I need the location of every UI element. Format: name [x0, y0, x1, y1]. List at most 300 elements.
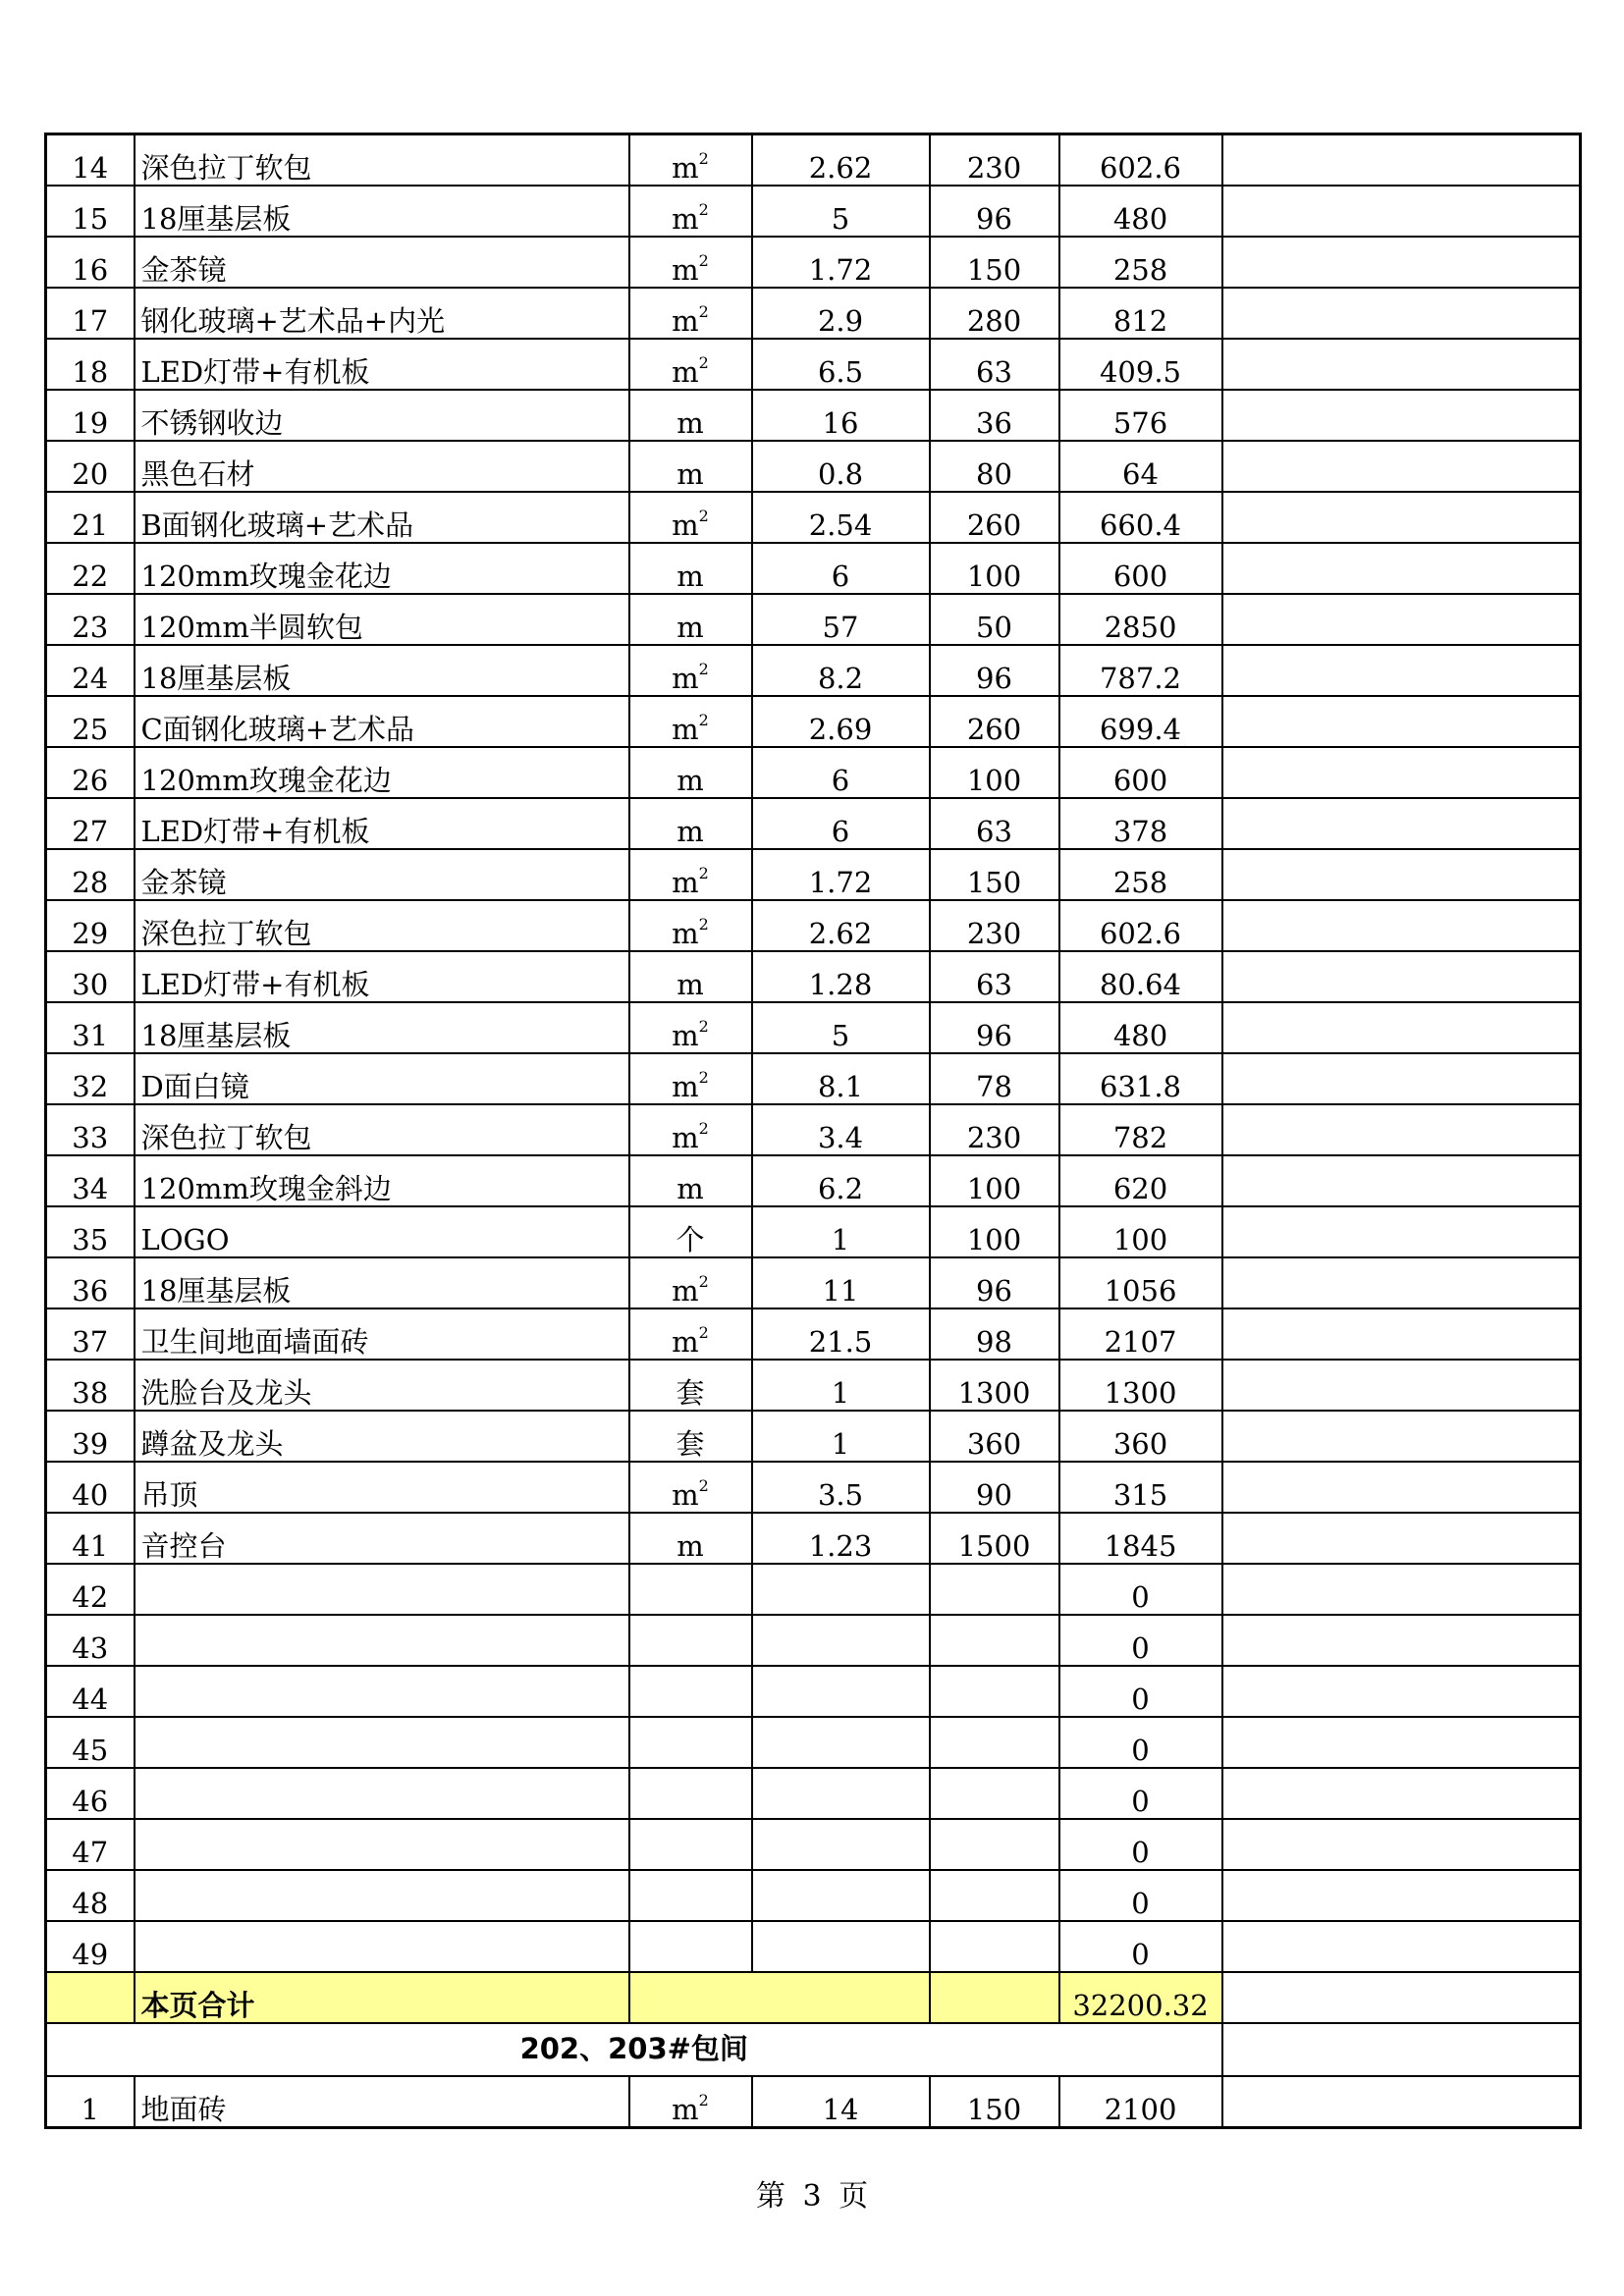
- row-index: 20: [46, 441, 135, 492]
- item-note: [1222, 288, 1581, 339]
- item-total: 480: [1059, 186, 1222, 237]
- item-name: 金茶镜: [135, 237, 629, 288]
- item-total: 0: [1059, 1819, 1222, 1870]
- item-quantity: 8.1: [752, 1053, 930, 1104]
- item-note: [1222, 747, 1581, 798]
- item-total: 602.6: [1059, 134, 1222, 187]
- item-unit-price: 63: [930, 798, 1059, 849]
- item-name: [135, 1768, 629, 1819]
- row-index: 31: [46, 1002, 135, 1053]
- item-unit: [629, 339, 752, 390]
- unit-symbol: 个: [676, 1223, 705, 1256]
- item-note: [1222, 1002, 1581, 1053]
- item-quantity: [752, 1870, 930, 1921]
- subtotal-group: [46, 1972, 1581, 2023]
- item-unit: [629, 849, 752, 900]
- item-name: LED灯带+有机板: [135, 951, 629, 1002]
- item-unit: [629, 951, 752, 1002]
- row-index: 23: [46, 594, 135, 645]
- item-total: 409.5: [1059, 339, 1222, 390]
- item-total: 1845: [1059, 1513, 1222, 1564]
- item-unit: [629, 1921, 752, 1972]
- item-total: 631.8: [1059, 1053, 1222, 1104]
- item-name: D面白镜: [135, 1053, 629, 1104]
- item-unit-price: 36: [930, 390, 1059, 441]
- item-unit-price: 63: [930, 339, 1059, 390]
- item-note: [1222, 186, 1581, 237]
- item-note: [1222, 1104, 1581, 1155]
- item-quantity: 1: [752, 1411, 930, 1462]
- item-note: [1222, 1870, 1581, 1921]
- row-index: 34: [46, 1155, 135, 1206]
- item-total: 576: [1059, 390, 1222, 441]
- item-name: 钢化玻璃+艺术品+内光: [135, 288, 629, 339]
- item-total: 80.64: [1059, 951, 1222, 1002]
- table-row: [46, 951, 1581, 1002]
- row-index: 26: [46, 747, 135, 798]
- item-unit-price: [930, 1870, 1059, 1921]
- item-note: [1222, 594, 1581, 645]
- row-index: 14: [46, 134, 135, 187]
- item-note: [1222, 543, 1581, 594]
- item-quantity: 2.69: [752, 696, 930, 747]
- item-name: C面钢化玻璃+艺术品: [135, 696, 629, 747]
- item-quantity: 6.5: [752, 339, 930, 390]
- subtotal-note-cell: [1222, 1972, 1581, 2023]
- item-unit: [629, 900, 752, 951]
- table-row: [46, 237, 1581, 288]
- table-row: [46, 1666, 1581, 1717]
- subtotal-index-cell: [46, 1972, 135, 2023]
- item-quantity: 1.72: [752, 849, 930, 900]
- row-index: 46: [46, 1768, 135, 1819]
- item-unit-price: 1500: [930, 1513, 1059, 1564]
- item-unit-price: 78: [930, 1053, 1059, 1104]
- item-note: [1222, 1819, 1581, 1870]
- section-header-row: [46, 2023, 1581, 2076]
- item-name: 洗脸台及龙头: [135, 1360, 629, 1411]
- item-note: [1222, 2076, 1581, 2128]
- unit-exponent: 2: [698, 1323, 709, 1342]
- unit-exponent: 2: [698, 200, 709, 219]
- item-unit: [629, 1462, 752, 1513]
- item-total: 360: [1059, 1411, 1222, 1462]
- unit-exponent: 2: [698, 251, 709, 270]
- item-quantity: 3.5: [752, 1462, 930, 1513]
- item-total: 0: [1059, 1921, 1222, 1972]
- item-unit: [629, 1104, 752, 1155]
- row-index: 43: [46, 1615, 135, 1666]
- unit-symbol: m: [677, 406, 704, 440]
- item-note: [1222, 1717, 1581, 1768]
- item-total: 378: [1059, 798, 1222, 849]
- unit-exponent: 2: [698, 711, 709, 729]
- item-unit: [629, 645, 752, 696]
- item-unit-price: [930, 1666, 1059, 1717]
- unit-exponent: 2: [698, 915, 709, 934]
- item-name: 蹲盆及龙头: [135, 1411, 629, 1462]
- table-row: [46, 1921, 1581, 1972]
- unit-exponent: 2: [698, 660, 709, 678]
- item-name: 地面砖: [135, 2076, 629, 2128]
- item-unit: [629, 594, 752, 645]
- item-unit-price: 260: [930, 492, 1059, 543]
- item-unit: [629, 1206, 752, 1257]
- item-unit: [629, 1360, 752, 1411]
- unit-symbol: m: [677, 968, 704, 1001]
- table-row: [46, 1768, 1581, 1819]
- unit-exponent: 2: [698, 353, 709, 372]
- row-index: 49: [46, 1921, 135, 1972]
- item-name: [135, 1564, 629, 1615]
- table-row: [46, 1257, 1581, 1308]
- row-index: 1: [46, 2076, 135, 2128]
- item-note: [1222, 1155, 1581, 1206]
- item-unit-price: 96: [930, 645, 1059, 696]
- table-row: [46, 1870, 1581, 1921]
- table-row: [46, 1615, 1581, 1666]
- item-total: 1300: [1059, 1360, 1222, 1411]
- item-unit: [629, 1666, 752, 1717]
- item-unit-price: 96: [930, 1002, 1059, 1053]
- item-name: [135, 1717, 629, 1768]
- unit-symbol: m: [672, 1121, 699, 1154]
- table-row: [46, 186, 1581, 237]
- item-name: LED灯带+有机板: [135, 339, 629, 390]
- unit-exponent: 2: [698, 507, 709, 525]
- table-row: [46, 288, 1581, 339]
- item-note: [1222, 1666, 1581, 1717]
- row-index: 22: [46, 543, 135, 594]
- item-unit-price: [930, 1564, 1059, 1615]
- item-note: [1222, 441, 1581, 492]
- table-row: [46, 543, 1581, 594]
- item-unit-price: 100: [930, 1155, 1059, 1206]
- item-unit: [629, 441, 752, 492]
- item-note: [1222, 1257, 1581, 1308]
- row-index: 47: [46, 1819, 135, 1870]
- item-name: LED灯带+有机板: [135, 798, 629, 849]
- item-unit-price: 150: [930, 2076, 1059, 2128]
- item-quantity: 2.9: [752, 288, 930, 339]
- item-unit-price: 230: [930, 134, 1059, 187]
- item-quantity: 5: [752, 186, 930, 237]
- row-index: 48: [46, 1870, 135, 1921]
- item-total: 64: [1059, 441, 1222, 492]
- unit-symbol: m: [672, 253, 699, 287]
- unit-symbol: m: [672, 662, 699, 695]
- item-name: 音控台: [135, 1513, 629, 1564]
- item-quantity: 0.8: [752, 441, 930, 492]
- item-quantity: [752, 1615, 930, 1666]
- row-index: 37: [46, 1308, 135, 1360]
- item-note: [1222, 1411, 1581, 1462]
- unit-exponent: 2: [698, 2091, 709, 2109]
- item-quantity: [752, 1768, 930, 1819]
- item-unit-price: 50: [930, 594, 1059, 645]
- table-row: [46, 134, 1581, 187]
- item-quantity: 11: [752, 1257, 930, 1308]
- item-quantity: 2.62: [752, 134, 930, 187]
- item-name: [135, 1819, 629, 1870]
- table-row: [46, 1053, 1581, 1104]
- item-quantity: [752, 1717, 930, 1768]
- row-index: 29: [46, 900, 135, 951]
- item-quantity: 3.4: [752, 1104, 930, 1155]
- item-name: 不锈钢收边: [135, 390, 629, 441]
- item-quantity: 6: [752, 747, 930, 798]
- item-name: 18厘基层板: [135, 1002, 629, 1053]
- item-quantity: 1: [752, 1206, 930, 1257]
- item-total: 0: [1059, 1615, 1222, 1666]
- row-index: 33: [46, 1104, 135, 1155]
- item-total: 0: [1059, 1666, 1222, 1717]
- item-unit: [629, 747, 752, 798]
- item-unit-price: 90: [930, 1462, 1059, 1513]
- item-name: 18厘基层板: [135, 645, 629, 696]
- item-quantity: 14: [752, 2076, 930, 2128]
- unit-symbol: m: [672, 508, 699, 542]
- item-total: 258: [1059, 849, 1222, 900]
- item-unit: [629, 798, 752, 849]
- item-note: [1222, 798, 1581, 849]
- table-row: [46, 900, 1581, 951]
- row-index: 45: [46, 1717, 135, 1768]
- unit-symbol: 套: [676, 1427, 705, 1461]
- item-unit-price: [930, 1819, 1059, 1870]
- item-unit: [629, 2076, 752, 2128]
- unit-symbol: m: [672, 1274, 699, 1308]
- item-unit: [629, 134, 752, 187]
- item-note: [1222, 951, 1581, 1002]
- table-row: [46, 594, 1581, 645]
- item-unit: [629, 1870, 752, 1921]
- item-unit-price: 1300: [930, 1360, 1059, 1411]
- item-name: 120mm玫瑰金斜边: [135, 1155, 629, 1206]
- item-quantity: 21.5: [752, 1308, 930, 1360]
- item-note: [1222, 1513, 1581, 1564]
- table-row: [46, 1717, 1581, 1768]
- table-row: [46, 1155, 1581, 1206]
- table-row: [46, 747, 1581, 798]
- row-index: 30: [46, 951, 135, 1002]
- unit-exponent: 2: [698, 1068, 709, 1087]
- item-unit: [629, 1564, 752, 1615]
- item-quantity: 1.72: [752, 237, 930, 288]
- item-name: [135, 1666, 629, 1717]
- item-quantity: 2.54: [752, 492, 930, 543]
- unit-exponent: 2: [698, 1272, 709, 1291]
- row-index: 24: [46, 645, 135, 696]
- table-row: [46, 1564, 1581, 1615]
- item-note: [1222, 1564, 1581, 1615]
- unit-symbol: m: [672, 2093, 699, 2126]
- page-number: 第 3 页: [755, 2179, 869, 2214]
- item-unit: [629, 1257, 752, 1308]
- table-row: [46, 390, 1581, 441]
- item-name: LOGO: [135, 1206, 629, 1257]
- item-name: 金茶镜: [135, 849, 629, 900]
- item-total: 100: [1059, 1206, 1222, 1257]
- item-unit-price: 98: [930, 1308, 1059, 1360]
- item-name: 深色拉丁软包: [135, 134, 629, 187]
- unit-symbol: m: [672, 355, 699, 389]
- item-unit: [629, 1002, 752, 1053]
- row-index: 17: [46, 288, 135, 339]
- item-name: 18厘基层板: [135, 1257, 629, 1308]
- item-unit: [629, 1411, 752, 1462]
- item-total: 812: [1059, 288, 1222, 339]
- row-index: 28: [46, 849, 135, 900]
- unit-symbol: m: [672, 304, 699, 338]
- unit-symbol: m: [677, 457, 704, 491]
- unit-exponent: 2: [698, 149, 709, 168]
- item-note: [1222, 492, 1581, 543]
- table-row: [46, 1513, 1581, 1564]
- item-note: [1222, 849, 1581, 900]
- quote-table: [44, 133, 1582, 2129]
- table-row: [46, 1308, 1581, 1360]
- unit-symbol: m: [677, 1172, 704, 1205]
- item-total: 2100: [1059, 2076, 1222, 2128]
- item-unit: [629, 1053, 752, 1104]
- item-note: [1222, 1921, 1581, 1972]
- unit-symbol: m: [677, 611, 704, 644]
- section-note-cell: [1222, 2023, 1581, 2076]
- unit-symbol: m: [677, 764, 704, 797]
- item-note: [1222, 1206, 1581, 1257]
- item-unit-price: 96: [930, 1257, 1059, 1308]
- item-name: [135, 1615, 629, 1666]
- item-quantity: [752, 1819, 930, 1870]
- item-quantity: 57: [752, 594, 930, 645]
- unit-exponent: 2: [698, 864, 709, 882]
- subtotal-label: 本页合计: [135, 1972, 629, 2023]
- item-total: 0: [1059, 1564, 1222, 1615]
- item-quantity: 5: [752, 1002, 930, 1053]
- unit-symbol: m: [672, 1478, 699, 1512]
- item-quantity: [752, 1921, 930, 1972]
- item-name: [135, 1921, 629, 1972]
- item-total: 315: [1059, 1462, 1222, 1513]
- subtotal-price-cell: [930, 1972, 1059, 2023]
- section-title: 202、203#包间: [46, 2023, 1222, 2076]
- item-unit-price: [930, 1717, 1059, 1768]
- item-quantity: 1.28: [752, 951, 930, 1002]
- row-index: 18: [46, 339, 135, 390]
- table-row: [46, 339, 1581, 390]
- subtotal-row: [46, 1972, 1581, 2023]
- item-unit-price: 360: [930, 1411, 1059, 1462]
- item-unit: [629, 1155, 752, 1206]
- item-name: 吊顶: [135, 1462, 629, 1513]
- item-total: 1056: [1059, 1257, 1222, 1308]
- row-index: 19: [46, 390, 135, 441]
- item-unit: [629, 288, 752, 339]
- item-name: 黑色石材: [135, 441, 629, 492]
- item-unit-price: 100: [930, 1206, 1059, 1257]
- unit-symbol: m: [672, 151, 699, 185]
- item-unit-price: 150: [930, 237, 1059, 288]
- row-index: 39: [46, 1411, 135, 1462]
- table-row: [46, 1819, 1581, 1870]
- item-total: 787.2: [1059, 645, 1222, 696]
- row-index: 35: [46, 1206, 135, 1257]
- item-name: 深色拉丁软包: [135, 1104, 629, 1155]
- item-unit: [629, 543, 752, 594]
- item-unit-price: 230: [930, 1104, 1059, 1155]
- item-note: [1222, 645, 1581, 696]
- item-unit-price: 280: [930, 288, 1059, 339]
- item-unit: [629, 696, 752, 747]
- next-section-body: [46, 2076, 1581, 2128]
- subtotal-unit-cell: [629, 1972, 930, 2023]
- unit-symbol: m: [677, 1529, 704, 1563]
- row-index: 40: [46, 1462, 135, 1513]
- item-total: 480: [1059, 1002, 1222, 1053]
- item-note: [1222, 1462, 1581, 1513]
- item-quantity: 6.2: [752, 1155, 930, 1206]
- quote-table-body: [46, 134, 1581, 1973]
- table-row: [46, 1411, 1581, 1462]
- row-index: 25: [46, 696, 135, 747]
- item-note: [1222, 900, 1581, 951]
- item-note: [1222, 1308, 1581, 1360]
- item-unit-price: 100: [930, 747, 1059, 798]
- item-note: [1222, 1053, 1581, 1104]
- item-unit: [629, 1717, 752, 1768]
- row-index: 38: [46, 1360, 135, 1411]
- item-unit: [629, 390, 752, 441]
- unit-exponent: 2: [698, 1476, 709, 1495]
- item-name: 18厘基层板: [135, 186, 629, 237]
- table-row: [46, 1462, 1581, 1513]
- item-unit-price: 63: [930, 951, 1059, 1002]
- item-quantity: 1.23: [752, 1513, 930, 1564]
- item-total: 660.4: [1059, 492, 1222, 543]
- table-row: [46, 2076, 1581, 2128]
- table-row: [46, 1206, 1581, 1257]
- row-index: 27: [46, 798, 135, 849]
- unit-symbol: m: [677, 815, 704, 848]
- unit-symbol: m: [672, 1070, 699, 1103]
- item-unit: [629, 237, 752, 288]
- item-name: 卫生间地面墙面砖: [135, 1308, 629, 1360]
- unit-symbol: m: [677, 560, 704, 593]
- table-row: [46, 1104, 1581, 1155]
- item-unit: [629, 1308, 752, 1360]
- item-name: [135, 1870, 629, 1921]
- item-total: 0: [1059, 1870, 1222, 1921]
- item-name: 120mm半圆软包: [135, 594, 629, 645]
- item-quantity: 8.2: [752, 645, 930, 696]
- item-note: [1222, 390, 1581, 441]
- item-total: 258: [1059, 237, 1222, 288]
- row-index: 32: [46, 1053, 135, 1104]
- item-total: 600: [1059, 543, 1222, 594]
- table-row: [46, 492, 1581, 543]
- row-index: 15: [46, 186, 135, 237]
- unit-symbol: m: [672, 1019, 699, 1052]
- unit-exponent: 2: [698, 1119, 709, 1138]
- item-note: [1222, 237, 1581, 288]
- unit-symbol: m: [672, 866, 699, 899]
- item-name: 120mm玫瑰金花边: [135, 543, 629, 594]
- item-note: [1222, 1615, 1581, 1666]
- item-total: 782: [1059, 1104, 1222, 1155]
- item-unit-price: [930, 1768, 1059, 1819]
- unit-symbol: m: [672, 202, 699, 236]
